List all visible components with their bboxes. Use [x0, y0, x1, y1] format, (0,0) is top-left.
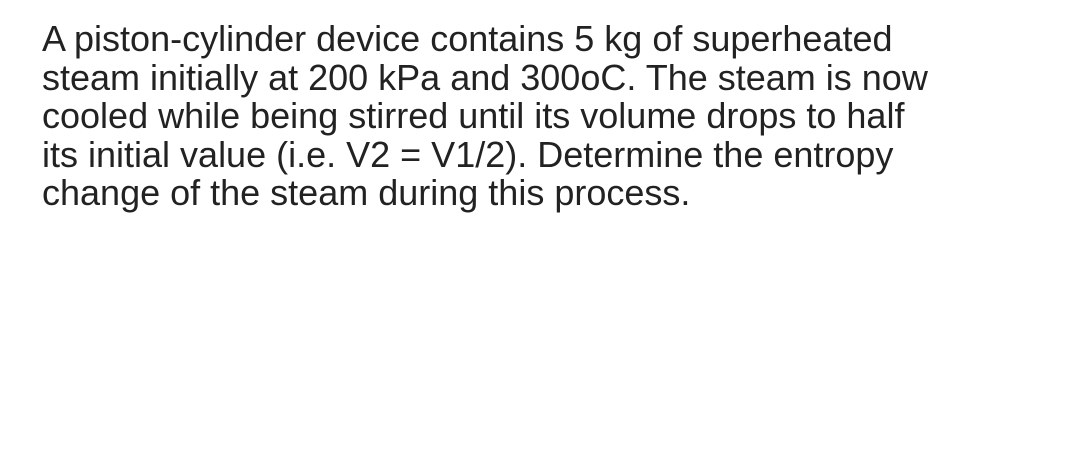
question-line: A piston-cylinder device contains 5 kg of superheated [42, 18, 893, 59]
question-line: steam initially at 200 kPa and 300oC. The steam is now [42, 56, 928, 98]
question-line: change of the steam during this process. [42, 172, 691, 213]
question-text [42, 20, 1052, 213]
question-line: cooled while being stirred until its volume drops to half [42, 95, 905, 136]
question-line: its initial value (i.e. V2 = V1/2). Determine the entropy [42, 133, 894, 175]
